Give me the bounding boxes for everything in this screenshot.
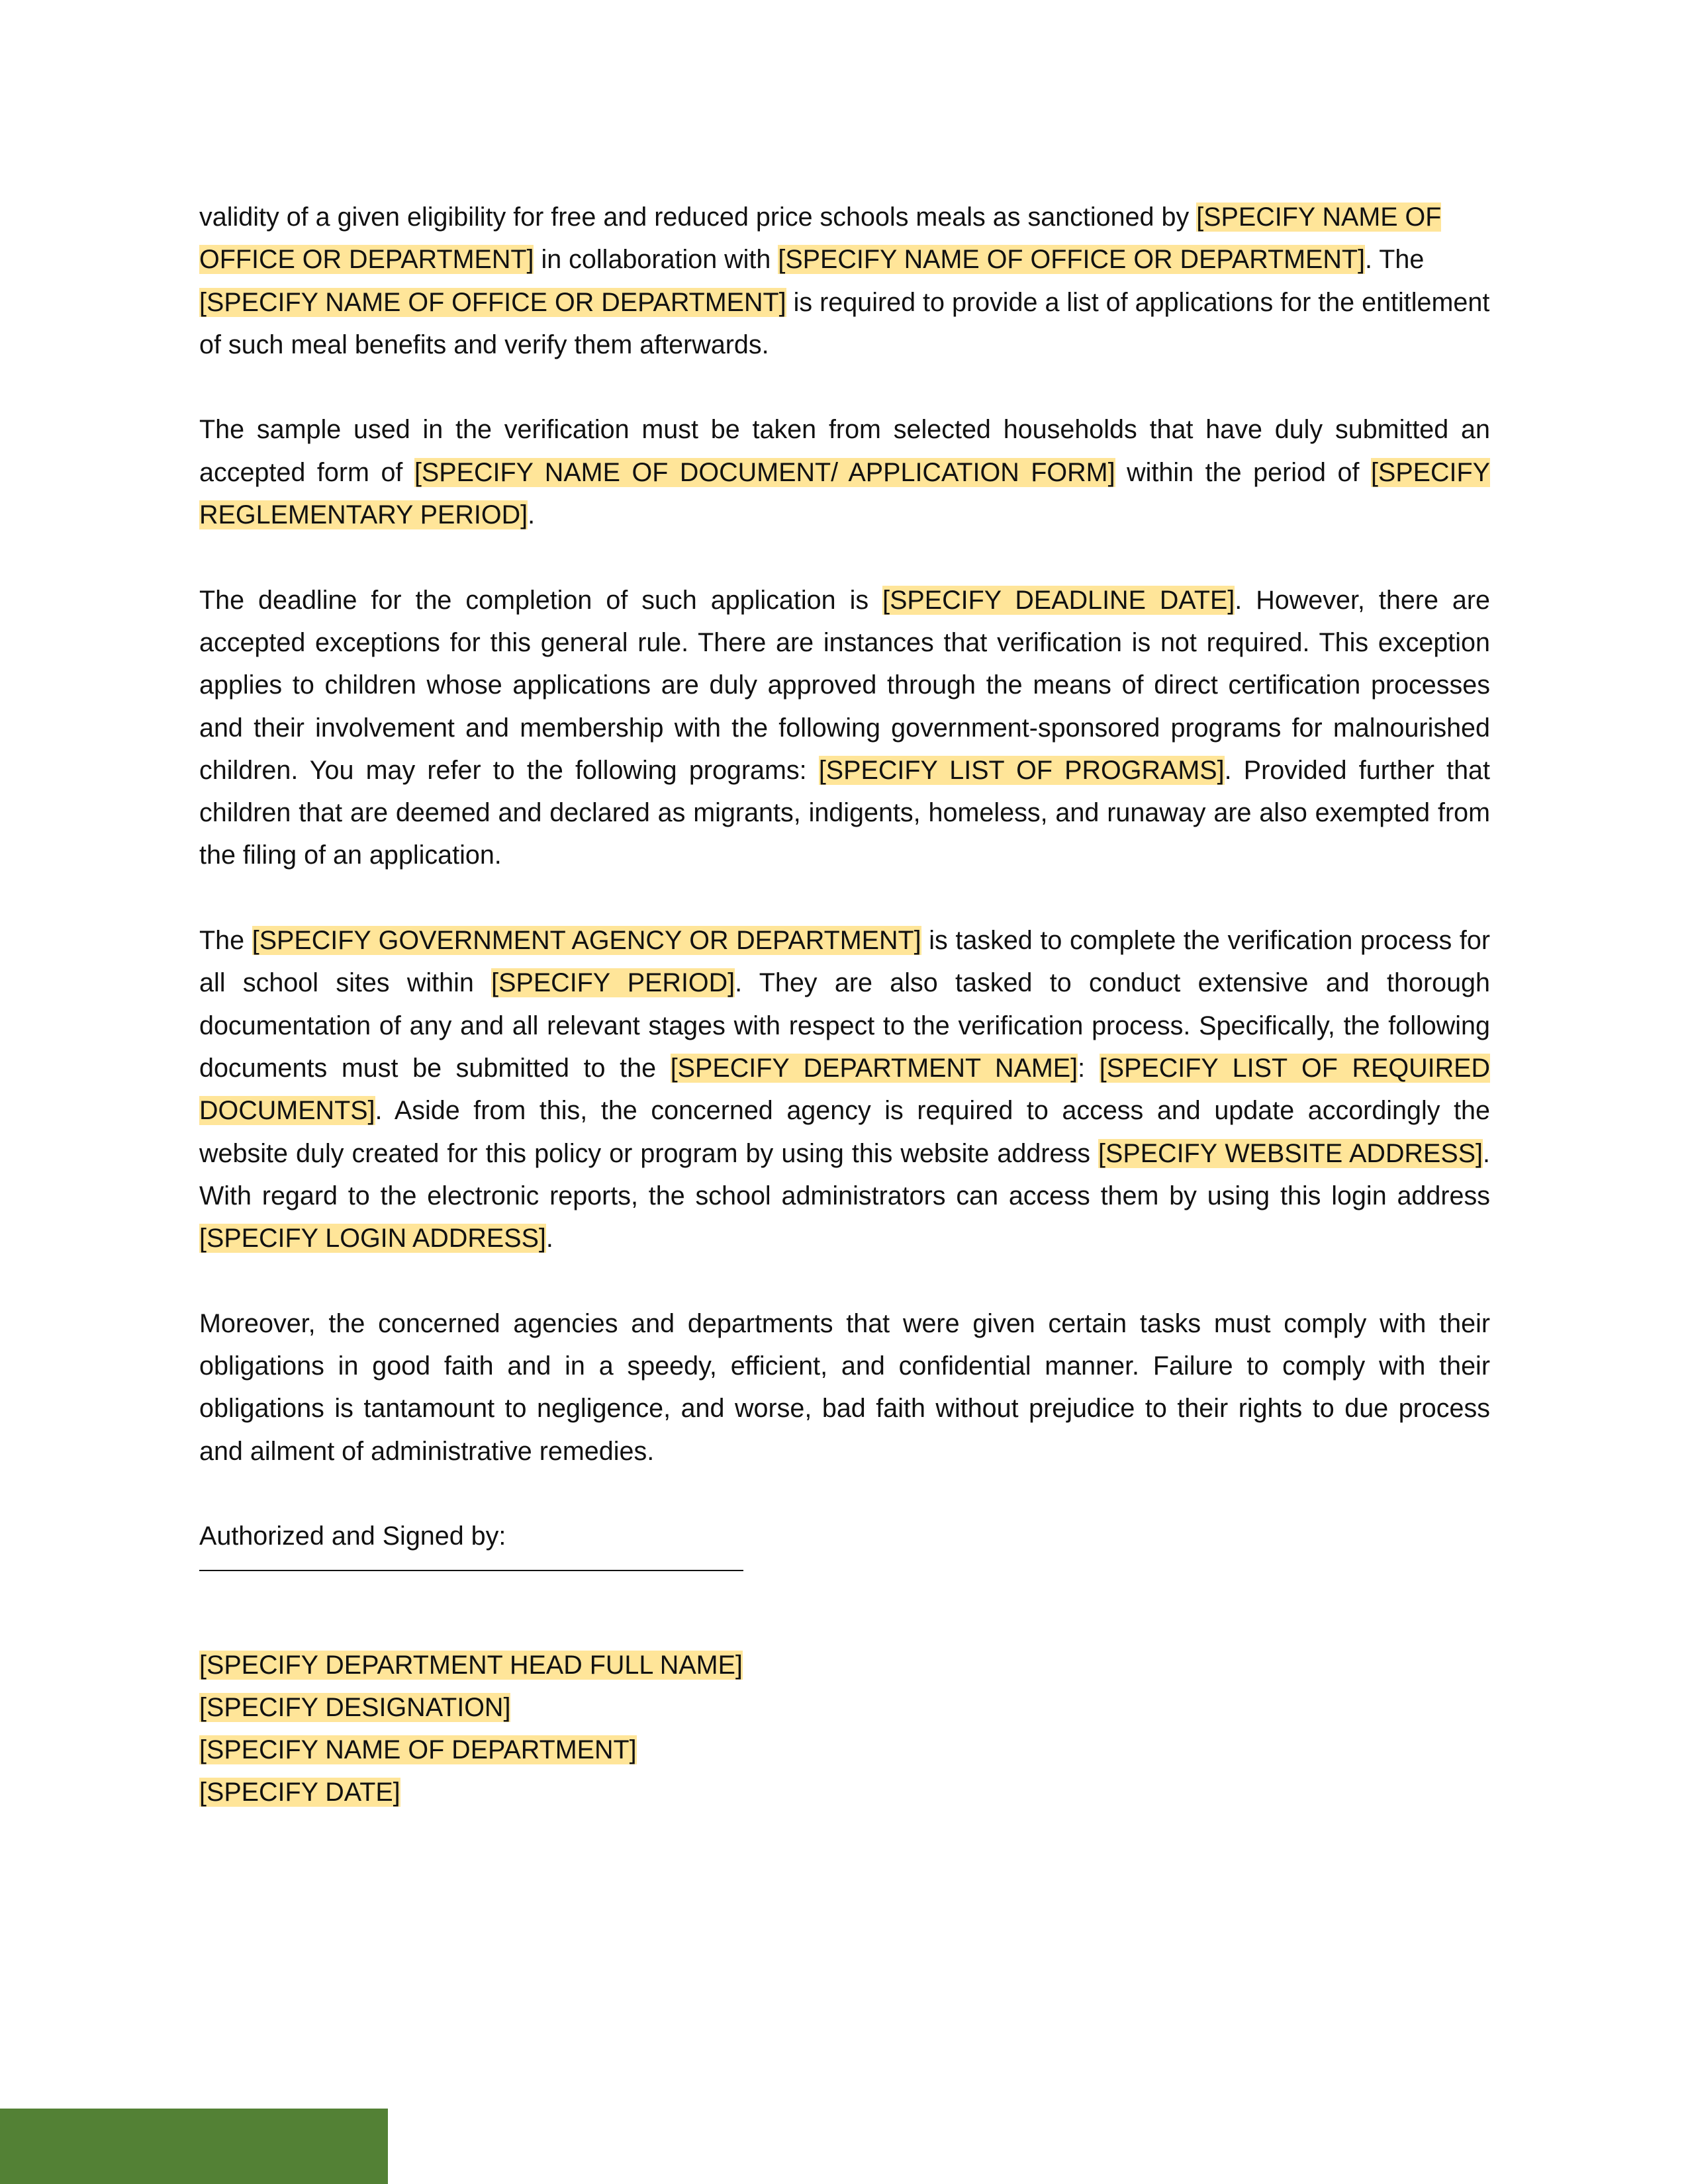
paragraph-eligibility	[199, 196, 1490, 366]
placeholder-field: [SPECIFY LIST OF PROGRAMS]	[818, 755, 1225, 785]
placeholder-field: [SPECIFY NAME OF OFFICE OR DEPARTMENT]	[778, 245, 1366, 275]
paragraph-text: is tasked to complete the verification process for all school sites within	[199, 926, 1490, 998]
placeholder-field: [SPECIFY LOGIN ADDRESS]	[199, 1224, 546, 1253]
paragraph-text: The deadline for the completion of such application is	[199, 585, 883, 615]
placeholder-field: [SPECIFY NAME OF OFFICE OR DEPARTMENT]	[199, 287, 786, 317]
paragraph-text: within the period of	[1115, 457, 1371, 487]
placeholder-field: [SPECIFY DEADLINE DATE]	[882, 585, 1235, 615]
document-body	[199, 196, 1490, 1814]
paragraph-text: :	[1078, 1053, 1100, 1083]
paragraph-text: The sample used in the verification must be taken from selected households that have duly submitted an accepted form of	[199, 415, 1490, 487]
signature-line	[199, 1570, 743, 1571]
placeholder-field: [SPECIFY REGLEMENTARY PERIOD]	[199, 457, 1490, 530]
paragraph-deadline	[199, 579, 1490, 877]
paragraph-text: . Aside from this, the concerned agency is required to access and update accordingly the website duly created for this policy or program by using this website address	[199, 1096, 1490, 1168]
paragraph-obligations	[199, 1302, 1490, 1473]
footer-accent-bar	[0, 2109, 388, 2184]
paragraph-sample	[199, 408, 1490, 536]
placeholder-field: [SPECIFY WEBSITE ADDRESS]	[1098, 1138, 1483, 1168]
placeholder-field: [SPECIFY PERIOD]	[491, 968, 735, 998]
signed-by-label: Authorized and Signed by:	[199, 1522, 506, 1551]
signature-block	[199, 1515, 1490, 1813]
paragraph-text: validity of a given eligibility for free and reduced price schools meals as sanctioned by	[199, 203, 1197, 232]
paragraph-text: . However, there are accepted exceptions for this general rule. There are instances that verification is not required. This exception applies to children whose applications are duly approved through the means of direct certification processes and their involvement and membership with the following government-sponsored programs for malnourished children. You may refer to the following programs:	[199, 585, 1491, 785]
paragraph-text: . They are also tasked to conduct extensive and thorough documentation of any and all relevant stages with respect to the verification process. Specifically, the following documents must be submitted to the	[199, 968, 1490, 1083]
signatory-designation: [SPECIFY DESIGNATION]	[199, 1692, 511, 1722]
paragraph-text: in collaboration with	[534, 245, 778, 275]
paragraph-text: . Provided further that children that are deemed and declared as migrants, indigents, homeless, and runaway are also exempted from the filing of an application.	[199, 755, 1491, 870]
signatory-name: [SPECIFY DEPARTMENT HEAD FULL NAME]	[199, 1650, 743, 1680]
placeholder-field: [SPECIFY NAME OF OFFICE OR DEPARTMENT]	[199, 203, 1442, 275]
signature-date: [SPECIFY DATE]	[199, 1778, 400, 1807]
paragraph-verification-tasks	[199, 919, 1490, 1259]
signatory-department: [SPECIFY NAME OF DEPARTMENT]	[199, 1735, 637, 1765]
placeholder-field: [SPECIFY LIST OF REQUIRED DOCUMENTS]	[199, 1053, 1490, 1126]
paragraph-text: .	[528, 500, 536, 530]
paragraph-text: .	[545, 1224, 553, 1253]
paragraph-text: Moreover, the concerned agencies and departments that were given certain tasks must comply with their obligations in good faith and in a speedy, efficient, and confidential manner. Failure to comply with their obligations is tantamount to negligence, and worse, bad faith without prejudice to their rights to due process and ailment of administrative remedies.	[199, 1308, 1490, 1466]
paragraph-text: . With regard to the electronic reports, the school administrators can access them by using this login address	[199, 1138, 1490, 1210]
placeholder-field: [SPECIFY DEPARTMENT NAME]	[670, 1053, 1078, 1083]
paragraph-text: The	[199, 926, 252, 956]
placeholder-field: [SPECIFY GOVERNMENT AGENCY OR DEPARTMENT]	[252, 926, 921, 956]
paragraph-text: is required to provide a list of applications for the entitlement of such meal benefits and verify them afterwards.	[199, 287, 1490, 359]
paragraph-text: . The	[1365, 245, 1425, 275]
placeholder-field: [SPECIFY NAME OF DOCUMENT/ APPLICATION FORM]	[414, 457, 1115, 487]
